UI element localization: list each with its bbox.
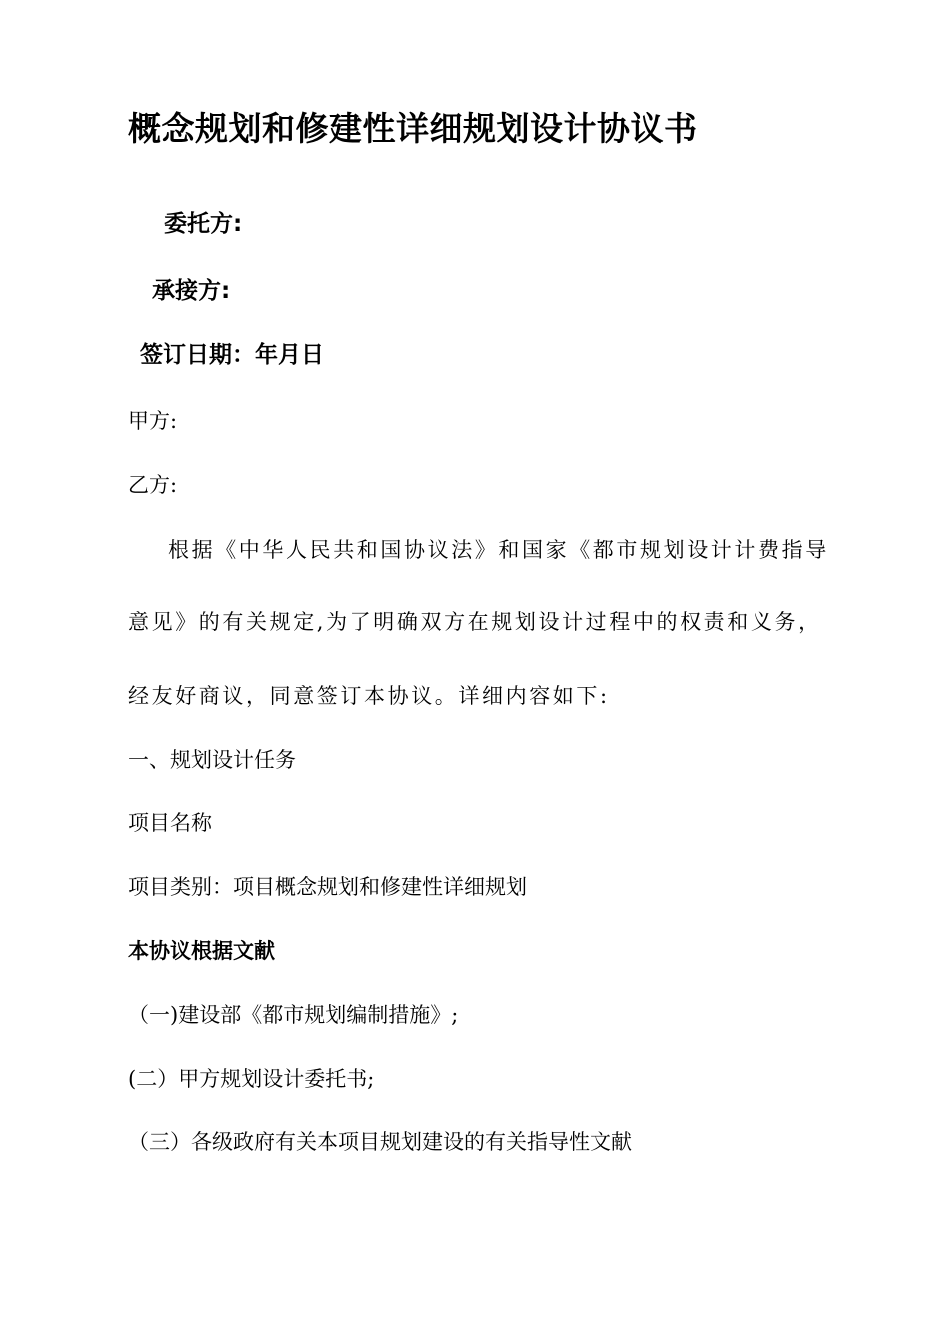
basis-item-3: （三）各级政府有关本项目规划建设的有关指导性文献 — [128, 1130, 632, 1154]
sign-date-label: 签订日期：年月日 — [140, 342, 324, 368]
basis-item-1: （一)建设部《都市规划编制措施》; — [128, 1003, 459, 1027]
intro-line-2: 意见》的有关规定,为了明确双方在规划设计过程中的权责和义务， — [128, 610, 822, 634]
client-label: 委托方: — [164, 211, 243, 237]
party-a-label: 甲方: — [128, 409, 178, 433]
basis-item-2: (二）甲方规划设计委托书; — [128, 1067, 375, 1091]
intro-line-3: 经友好商议，同意签订本协议。详细内容如下: — [128, 684, 610, 708]
section-one-heading: 一、规划设计任务 — [128, 748, 296, 772]
document-title: 概念规划和修建性详细规划设计协议书 — [128, 109, 698, 148]
intro-line-1: 根据《中华人民共和国协议法》和国家《都市规划设计计费指导 — [168, 538, 829, 562]
project-name-label: 项目名称 — [128, 811, 212, 835]
project-category-text: 项目类别：项目概念规划和修建性详细规划 — [128, 875, 527, 899]
party-b-label: 乙方: — [128, 473, 178, 497]
basis-heading: 本协议根据文献 — [128, 939, 275, 963]
contractor-label: 承接方: — [152, 278, 231, 304]
